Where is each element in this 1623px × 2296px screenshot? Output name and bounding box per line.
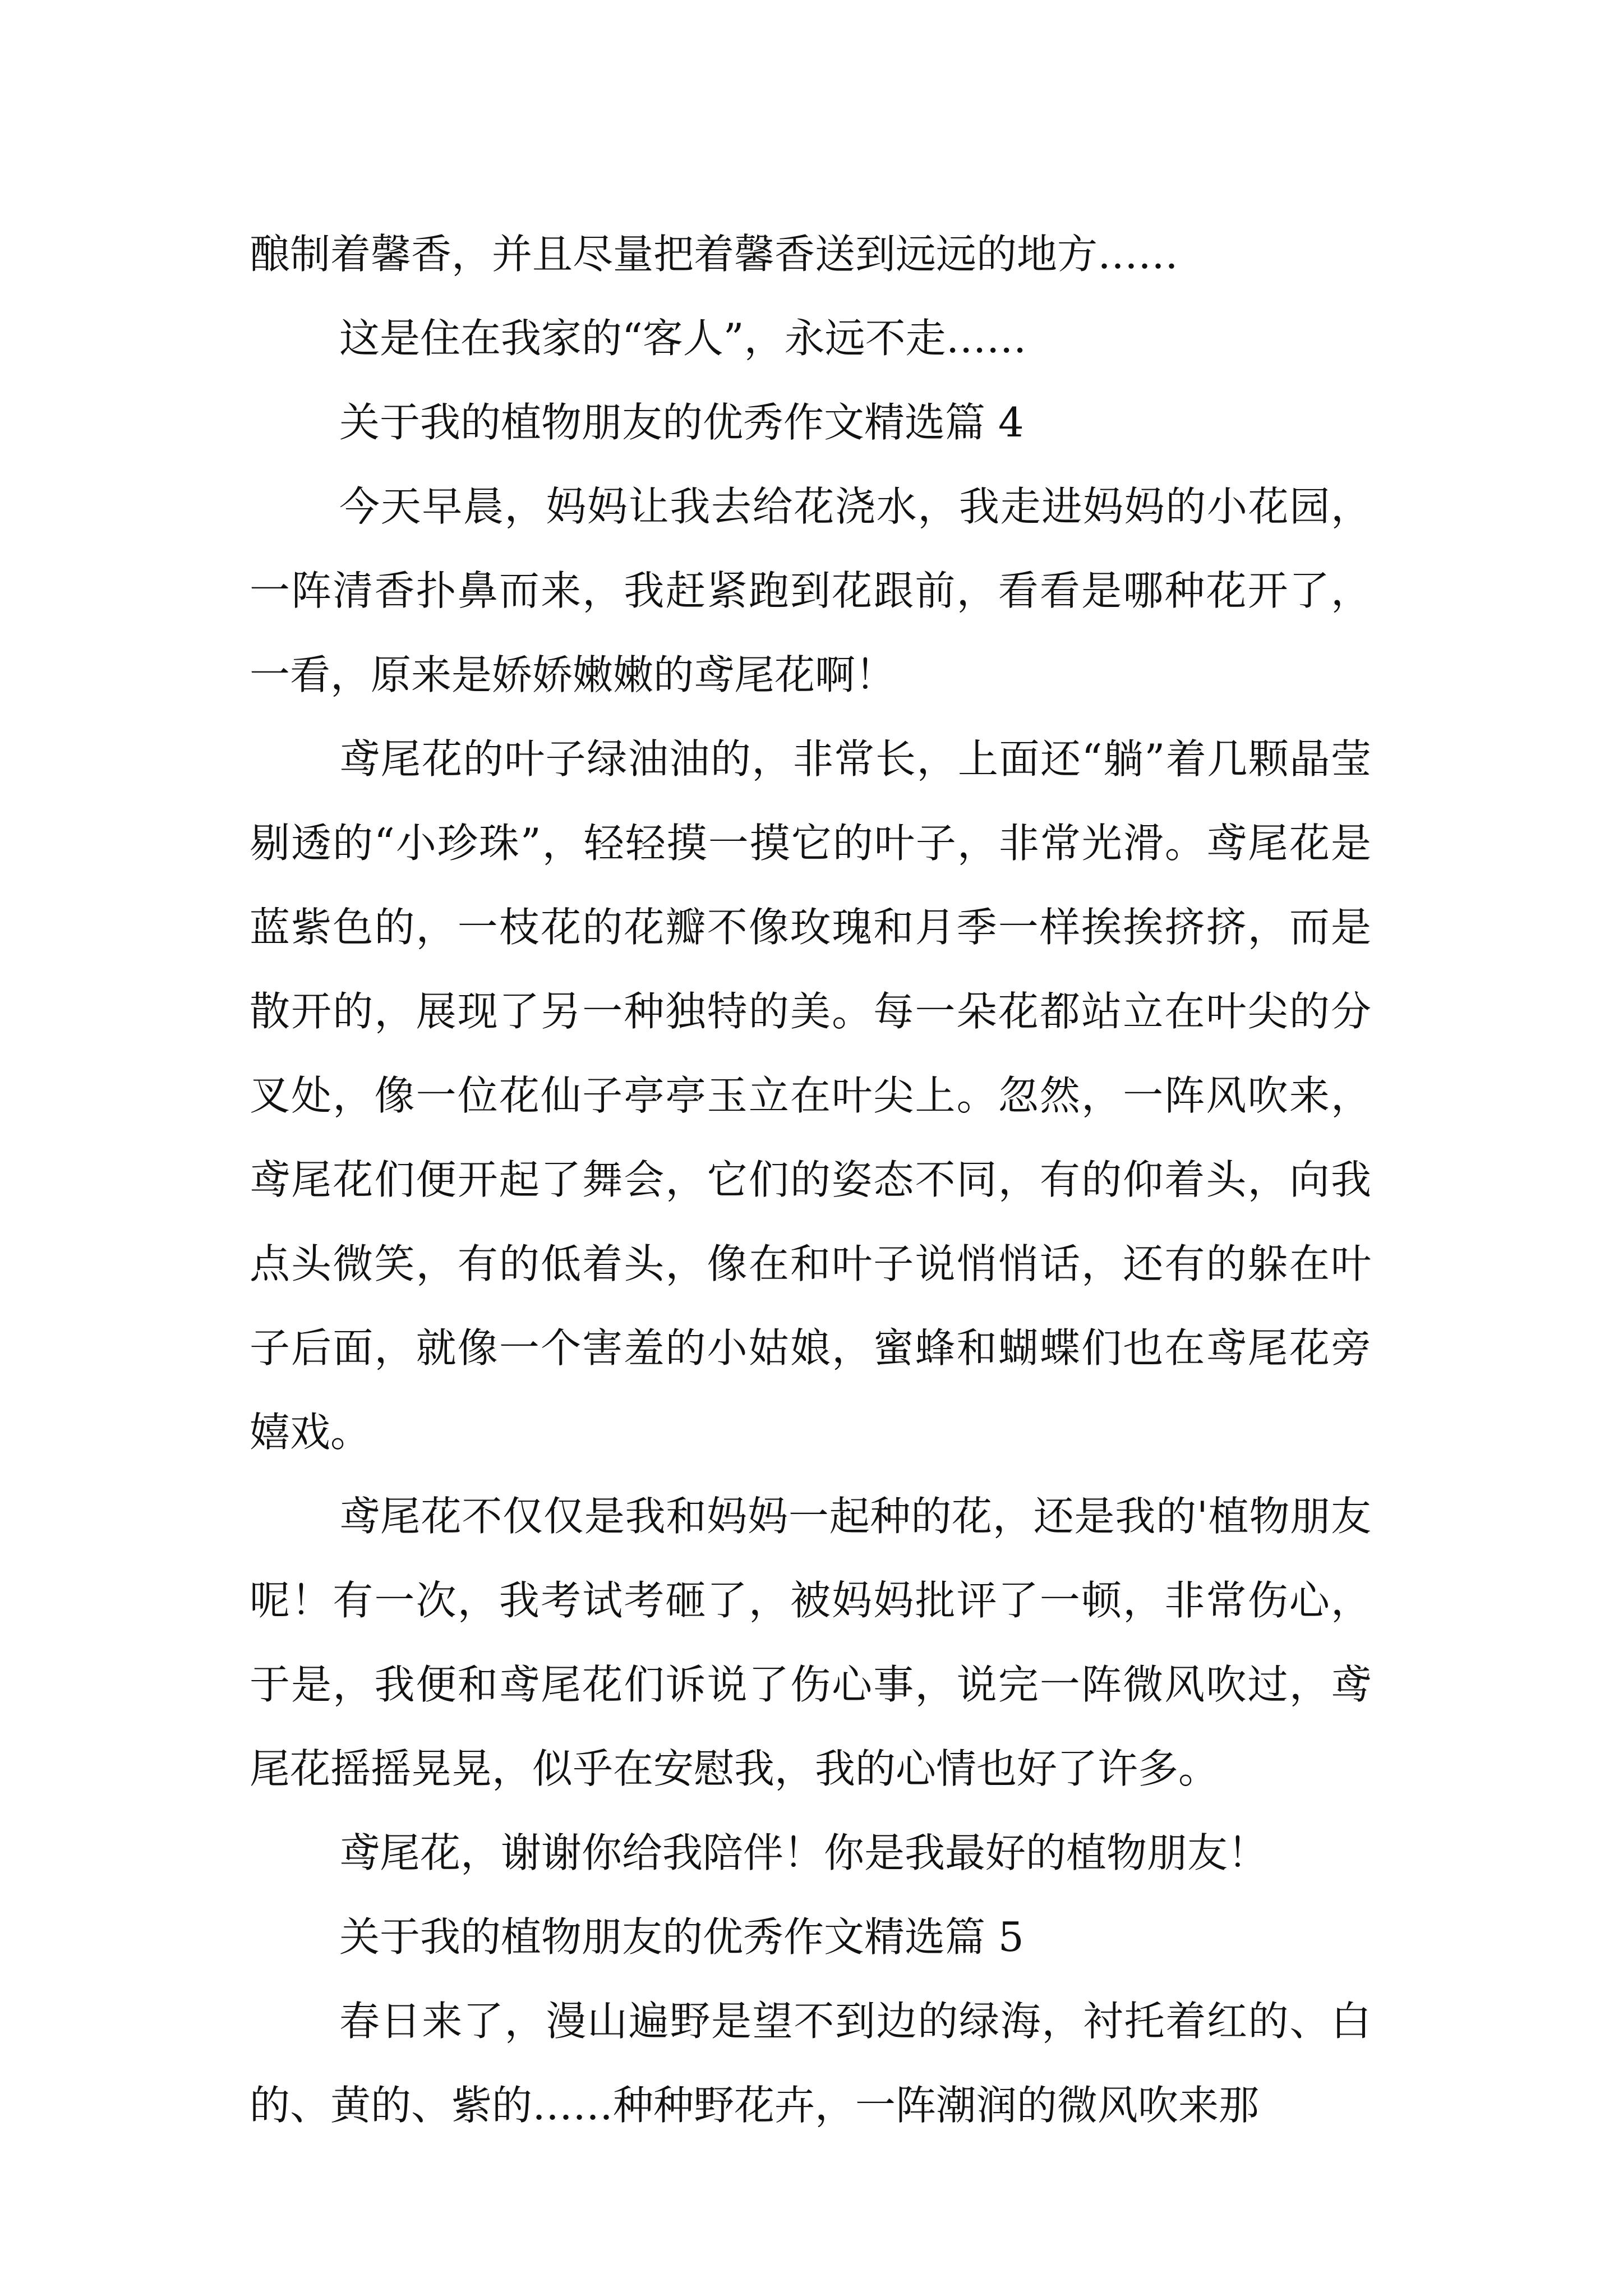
paragraph-continuation: 酿制着馨香，并且尽量把着馨香送到远远的地方…… <box>250 231 1179 278</box>
paragraph: 鸢尾花不仅仅是我和妈妈一起种的花，还是我的'植物朋友呢！有一次，我考试考砸了，被妈妈批评了一顿，非常伤心，于是，我便和鸢尾花们诉说了伤心事，说完一阵微风吹过，鸢尾花摇摇晃晃，似乎在安慰我，我的心情也好了许多。 <box>250 1493 1371 1792</box>
section-heading: 关于我的植物朋友的优秀作文精选篇 5 <box>339 1913 1024 1961</box>
document-body <box>250 212 1371 2147</box>
section-heading: 关于我的植物朋友的优秀作文精选篇 4 <box>339 399 1024 446</box>
paragraph: 春日来了，漫山遍野是望不到边的绿海，衬托着红的、白的、黄的、紫的……种种野花卉，一阵潮润的微风吹来那 <box>250 1998 1371 2129</box>
paragraph: 鸢尾花的叶子绿油油的，非常长，上面还“躺”着几颗晶莹剔透的“小珍珠”，轻轻摸一摸它的叶子，非常光滑。鸢尾花是蓝紫色的，一枝花的花瓣不像玫瑰和月季一样挨挨挤挤，而是散开的，展现了另一种独特的美。每一朵花都站立在叶尖的分叉处，像一位花仙子亭亭玉立在叶尖上。忽然，一阵风吹来，鸢尾花们便开起了舞会，它们的姿态不同，有的仰着头，向我点头微笑，有的低着头，像在和叶子说悄悄话，还有的躲在叶子后面，就像一个害羞的小姑娘，蜜蜂和蝴蝶们也在鸢尾花旁嬉戏。 <box>250 735 1371 1456</box>
paragraph: 这是住在我家的“客人”，永远不走…… <box>339 315 1027 362</box>
paragraph: 鸢尾花，谢谢你给我陪伴！你是我最好的植物朋友！ <box>339 1829 1269 1876</box>
paragraph: 今天早晨，妈妈让我去给花浇水，我走进妈妈的小花园，一阵清香扑鼻而来，我赶紧跑到花跟前，看看是哪种花开了，一看，原来是娇娇嫩嫩的鸢尾花啊！ <box>250 483 1371 698</box>
